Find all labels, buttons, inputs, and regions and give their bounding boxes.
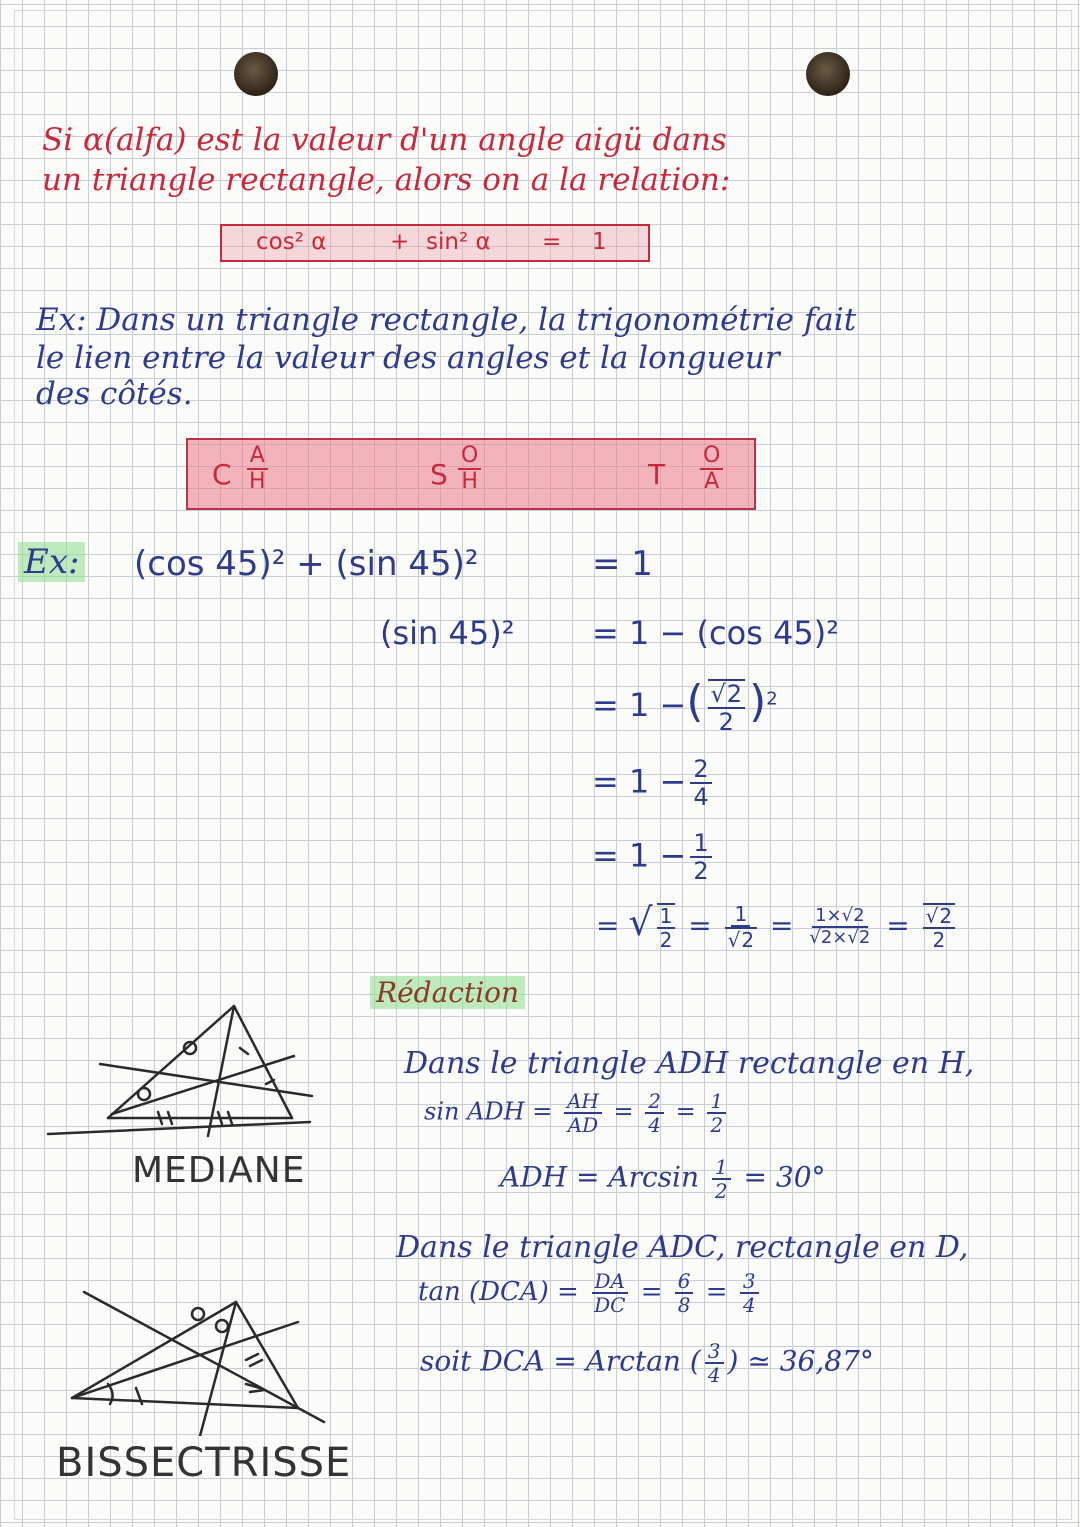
- mediane-label: MEDIANE: [132, 1150, 306, 1191]
- redaction-p1-f2-num: 2: [645, 1090, 664, 1114]
- example-line4-den: 4: [693, 783, 709, 812]
- mediane-figure: [40, 996, 330, 1146]
- mnemonic-c-num: A: [247, 444, 268, 470]
- redaction-p1-eq1: =: [532, 1097, 553, 1126]
- redaction-p2-f2-num: 6: [675, 1270, 694, 1294]
- example-line6-f2-den: √ 2: [725, 927, 757, 951]
- mnemonic-s-num: O: [458, 444, 481, 470]
- identity-cos: cos² α: [256, 229, 327, 255]
- identity-box: [220, 224, 650, 262]
- example-line1-lhs: (cos 45)² + (sin 45)²: [134, 544, 479, 584]
- definition-prefix: Ex:: [36, 302, 87, 338]
- mnemonic-c: C: [212, 458, 232, 491]
- example-line4-prefix: = 1 −: [592, 762, 687, 801]
- bissectrice-triangle-base: [72, 1398, 298, 1408]
- mnemonic-c-frac: [242, 444, 273, 494]
- bissectrice-label: BISSECTRISSE: [56, 1440, 352, 1486]
- redaction-p2-line3-num: 3: [705, 1340, 724, 1364]
- example-line3-num: √ 2: [708, 679, 746, 709]
- example-line6-eq1: =: [596, 909, 620, 942]
- example-line4: [592, 756, 716, 811]
- example-line1-rhs: = 1: [592, 544, 653, 584]
- mnemonic-t-den: A: [704, 469, 720, 495]
- redaction-p2-f3-den: 4: [742, 1293, 756, 1317]
- redaction-p1-eq3: =: [675, 1097, 696, 1126]
- example-line6-f4-num: √ 2: [923, 903, 955, 929]
- redaction-p1-line1: Dans le triangle ADH rectangle en H,: [404, 1046, 975, 1081]
- intro-line-1: Si α(alfa) est la valeur d'un angle aigü dans: [42, 122, 727, 158]
- definition-line-3: des côtés.: [36, 376, 193, 412]
- bissectrice-line-3: [72, 1322, 298, 1398]
- example-line6-f2-num: 1: [731, 903, 750, 927]
- redaction-p2-f3-num: 3: [740, 1270, 759, 1294]
- redaction-p1-line2: [424, 1090, 730, 1136]
- example-line6-f3-num: 1×√2: [812, 906, 867, 928]
- example-line6: = √ $\frac{1}{2}$ = 1 √ 2 = $\frac{1\times√2}{√2\times√2}$ = √ $\frac{2}{2}$: [596, 900, 959, 951]
- redaction-p1-eq2: =: [613, 1097, 634, 1126]
- example-line5-prefix: = 1 −: [592, 836, 687, 875]
- definition-text-1: Dans un triangle rectangle, la trigonométrie fait: [96, 302, 857, 338]
- example-line2-rhs: = 1 − (cos 45)²: [592, 614, 840, 652]
- redaction-p2-line3: soit DCA = Arctan ( $\frac{3}{4}$ ) ≃ 36,87°: [420, 1339, 874, 1387]
- identity-plus: +: [390, 229, 410, 255]
- redaction-p2-eq2: =: [705, 1277, 728, 1307]
- identity-equals: =: [542, 229, 562, 255]
- bissectrice-mark-1: [192, 1308, 204, 1320]
- example-line6-f1-den: 2: [659, 928, 673, 952]
- redaction-p2-line3-lhs: soit DCA = Arctan: [420, 1344, 681, 1378]
- example-line6-eq2: =: [688, 909, 712, 942]
- example-label: Ex:: [18, 542, 85, 582]
- mnemonic-c-den: H: [249, 469, 266, 495]
- definition-line-2: le lien entre la valeur des angles et la longueur: [36, 340, 780, 376]
- example-line6-eq4: =: [886, 909, 910, 942]
- mnemonic-t-num: O: [700, 444, 723, 470]
- example-line4-num: 2: [690, 756, 711, 784]
- redaction-p2-f1-den: DC: [594, 1293, 626, 1317]
- definition-line-1: [36, 302, 856, 338]
- mnemonic-t: T: [648, 458, 666, 491]
- example-line3-prefix: = 1 −: [592, 686, 687, 724]
- mediane-line-2: [100, 1064, 312, 1096]
- intro-line-2: un triangle rectangle, alors on a la relation:: [42, 162, 731, 198]
- example-line3-den: 2: [718, 708, 734, 736]
- example-line6-f4-den: 2: [932, 928, 946, 952]
- example-line6-f1-num: 1: [657, 905, 676, 929]
- identity-sin: sin² α: [426, 229, 491, 255]
- redaction-p2-f2-den: 8: [677, 1293, 691, 1317]
- redaction-title: Rédaction: [370, 976, 525, 1009]
- redaction-p1-f2-den: 4: [648, 1113, 661, 1137]
- redaction-p2-eq1: =: [640, 1277, 663, 1307]
- identity-result: 1: [592, 229, 607, 255]
- redaction-p1-f1-num: AH: [564, 1090, 602, 1114]
- mnemonic-s-den: H: [461, 469, 478, 495]
- redaction-p2-line3-den: 4: [707, 1363, 721, 1387]
- redaction-p2-f1-num: DA: [592, 1270, 628, 1294]
- mediane-mark-2: [138, 1088, 150, 1100]
- redaction-p2-line1: Dans le triangle ADC, rectangle en D,: [396, 1230, 969, 1265]
- example-line5-den: 2: [693, 857, 709, 886]
- redaction-p1-f3-num: 1: [707, 1090, 726, 1114]
- redaction-p1-line3: [500, 1156, 826, 1202]
- redaction-p1-line3-lhs: ADH = Arcsin: [500, 1160, 699, 1194]
- redaction-p1-line3-num: 1: [712, 1156, 731, 1180]
- example-line3: = 1 −( √ $\frac{2}{2}$ )$^2$: [592, 676, 778, 735]
- mnemonic-box: [186, 438, 756, 510]
- bissectrice-mark-2: [216, 1320, 228, 1332]
- mnemonic-s-frac: [454, 444, 485, 494]
- mediane-triangle-side-right: [234, 1006, 292, 1118]
- mnemonic-s: S: [430, 458, 448, 491]
- mediane-baseline: [48, 1122, 310, 1134]
- redaction-p2-tan-lhs: tan (DCA) =: [418, 1277, 579, 1307]
- bissectrice-figure: [60, 1276, 340, 1436]
- redaction-p2-line2: [418, 1270, 763, 1316]
- binder-hole-left: [234, 52, 278, 96]
- example-line2-lhs: (sin 45)²: [380, 614, 515, 652]
- redaction-p1-sin-lhs: sin ADH: [424, 1097, 525, 1126]
- example-line5: [592, 830, 716, 885]
- redaction-p1-line3-den: 2: [714, 1179, 728, 1203]
- example-line6-f3-den: √2×√2: [809, 927, 871, 948]
- redaction-p1-f3-den: 2: [710, 1113, 724, 1137]
- redaction-p1-line3-rhs: = 30°: [743, 1160, 826, 1194]
- example-line6-eq3: =: [770, 909, 794, 942]
- example-line3-exp: 2: [766, 688, 778, 710]
- binder-hole-right: [806, 52, 850, 96]
- mnemonic-t-frac: [696, 444, 727, 494]
- redaction-p1-f1-den: AD: [567, 1113, 599, 1137]
- redaction-p2-line3-rhs: ≃ 36,87°: [747, 1344, 874, 1378]
- example-line5-num: 1: [690, 830, 711, 858]
